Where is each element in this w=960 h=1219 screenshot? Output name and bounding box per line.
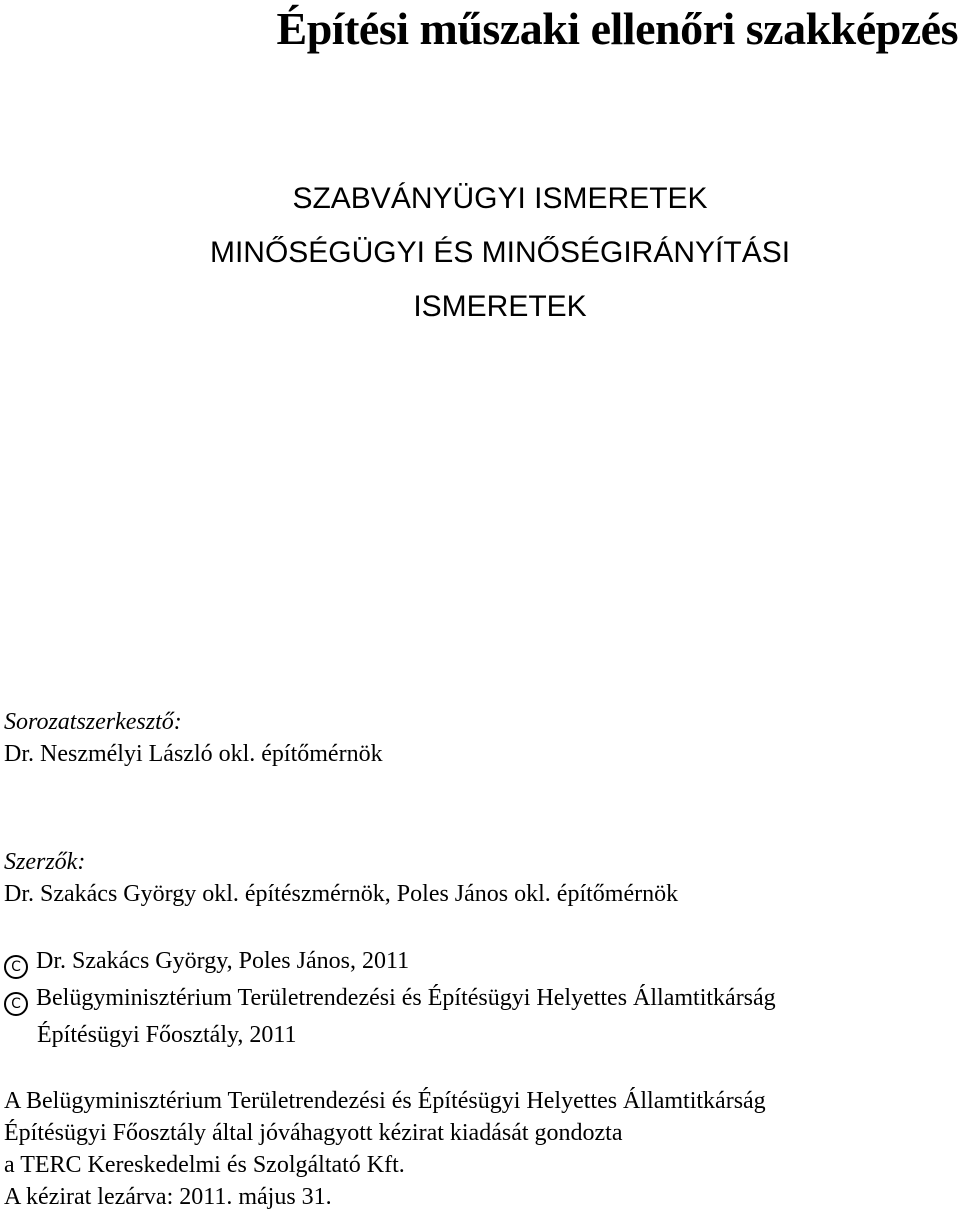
publisher-block: [4, 1085, 766, 1213]
copyright-holder-authors: Dr. Szakács György, Poles János, 2011: [36, 948, 410, 974]
authors-label: Szerzők:: [4, 849, 86, 875]
publisher-line-1: A Belügyminisztérium Területrendezési és Építésügyi Helyettes Államtitkárság: [4, 1088, 766, 1114]
copyright-line-3: Építésügyi Főosztály, 2011: [37, 1022, 297, 1048]
copyright-icon: C: [4, 955, 28, 979]
copyright-icon: C: [4, 992, 28, 1016]
copyright-line-2: [4, 980, 776, 1017]
copyright-line-1: [4, 943, 776, 980]
authors-names: Dr. Szakács György okl. építészmérnök, Poles János okl. építőmérnök: [4, 881, 679, 907]
publisher-line-3: a TERC Kereskedelmi és Szolgáltató Kft.: [4, 1152, 405, 1178]
document-title: Építési műszaki ellenőri szakképzés: [276, 3, 958, 54]
series-editor-name: Dr. Neszmélyi László okl. építőmérnök: [4, 741, 383, 767]
series-editor-block: [4, 706, 383, 770]
publisher-line-2: Építésügyi Főosztály által jóváhagyott kézirat kiadását gondozta: [4, 1120, 623, 1146]
copyright-holder-ministry: Belügyminisztérium Területrendezési és Építésügyi Helyettes Államtitkárság: [36, 985, 776, 1011]
manuscript-closed-date: A kézirat lezárva: 2011. május 31.: [4, 1184, 332, 1210]
subtitle-line-2: MINŐSÉGÜGYI ÉS MINŐSÉGIRÁNYÍTÁSI: [209, 236, 791, 269]
series-editor-label: Sorozatszerkesztő:: [4, 709, 182, 735]
copyright-block: [4, 943, 776, 1054]
subtitle-block: [0, 172, 960, 334]
subtitle-line-1: SZABVÁNYÜGYI ISMERETEK: [292, 182, 708, 215]
authors-block: [4, 846, 678, 910]
subtitle-line-3: ISMERETEK: [413, 290, 587, 323]
